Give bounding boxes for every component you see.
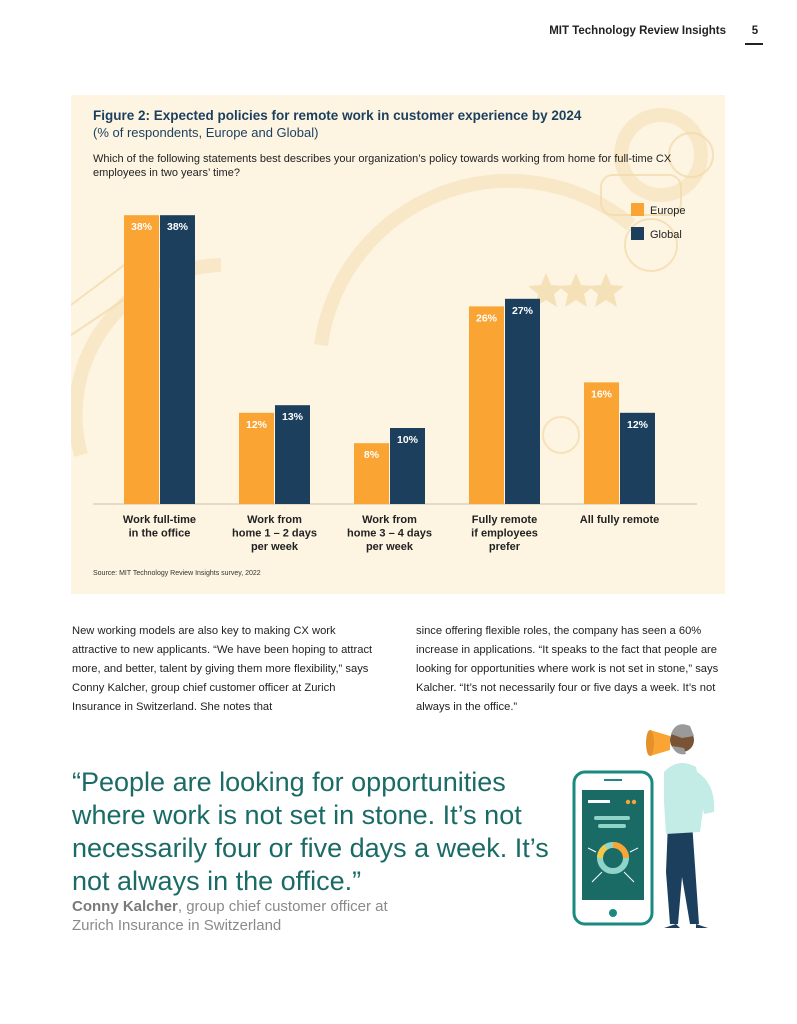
bar-global-3 <box>505 299 540 504</box>
category-label-1 <box>232 514 317 553</box>
data-label-europe-4: 16% <box>590 388 613 401</box>
category-label-line: home 1 – 2 days <box>232 527 317 540</box>
figure-question: Which of the following statements best describes your organization’s policy towards working from home for full-time CX employees in two years’ time? <box>93 153 672 179</box>
data-label-global-1: 13% <box>281 411 304 424</box>
person-figure <box>646 724 714 928</box>
category-label-2 <box>347 514 432 553</box>
bar-europe-4 <box>584 382 619 504</box>
data-label-europe-3: 26% <box>475 312 498 325</box>
page-number-rule <box>745 43 763 45</box>
legend-label-global: Global <box>650 229 682 241</box>
pull-quote: “People are looking for opportunities where work is not set in stone. It’s not necessarily four or five days a week. It’s not always in the office.” <box>72 767 549 896</box>
quote-author-name: Conny Kalcher <box>72 898 178 915</box>
data-label-global-0: 38% <box>166 221 189 234</box>
figure-title: Figure 2: Expected policies for remote work in customer experience by 2024 <box>93 108 582 123</box>
category-label-3 <box>471 514 538 553</box>
data-label-europe-1: 12% <box>245 418 268 431</box>
category-label-4 <box>580 514 659 526</box>
figure-source: Source: MIT Technology Review Insights survey, 2022 <box>93 570 261 577</box>
bar-chart <box>71 95 725 594</box>
body-text-right: since offering flexible roles, the company has seen a 60% increase in applications. “It speaks to the fact that people are looking for opportunities where work is not set in stone,” says Kalcher. “It’s not necessarily four or five days a week. It’s not always in the office.” <box>416 625 719 713</box>
legend-label-europe: Europe <box>650 205 686 217</box>
category-label-line: Work full-time <box>122 514 197 526</box>
category-label-line: prefer <box>488 541 521 553</box>
data-label-global-3: 27% <box>511 304 534 317</box>
quote-author-role: , group chief customer officer at Zurich Insurance in Switzerland <box>72 898 388 934</box>
category-label-line: Work from <box>362 514 417 526</box>
data-label-europe-0: 38% <box>130 221 153 234</box>
bar-europe-3 <box>469 306 504 504</box>
legend-swatch-global <box>631 227 644 240</box>
page-number: 5 <box>751 25 759 37</box>
bar-europe-0 <box>124 215 159 504</box>
figure-subtitle: (% of respondents, Europe and Global) <box>93 125 319 140</box>
data-label-europe-2: 8% <box>363 449 380 462</box>
bar-global-0 <box>160 215 195 504</box>
category-label-line: home 3 – 4 days <box>347 527 432 540</box>
category-label-line: All fully remote <box>579 514 660 526</box>
smartphone-icon <box>574 772 652 924</box>
category-label-line: Work from <box>247 514 302 526</box>
legend-swatch-europe <box>631 203 644 216</box>
publication-name: MIT Technology Review Insights <box>549 25 726 37</box>
data-label-global-2: 10% <box>396 434 419 446</box>
category-label-line: in the office <box>128 527 191 540</box>
body-text-left: New working models are also key to making CX work attractive to new applicants. “We have been hoping to attract more, and better, talent by giving them more flexibility,” says Conny Kalcher, group chief customer officer at Zurich Insurance in Switzerland. She notes that <box>72 625 373 713</box>
figure-panel <box>71 95 725 594</box>
category-label-line: per week <box>365 541 414 553</box>
data-label-global-4: 12% <box>626 418 649 431</box>
person-megaphone-phone-illustration <box>566 712 736 932</box>
category-label-line: Fully remote <box>471 514 538 526</box>
category-label-line: per week <box>250 541 299 553</box>
category-label-0 <box>123 514 196 540</box>
quote-attribution <box>72 897 432 935</box>
category-label-line: if employees <box>471 527 538 540</box>
